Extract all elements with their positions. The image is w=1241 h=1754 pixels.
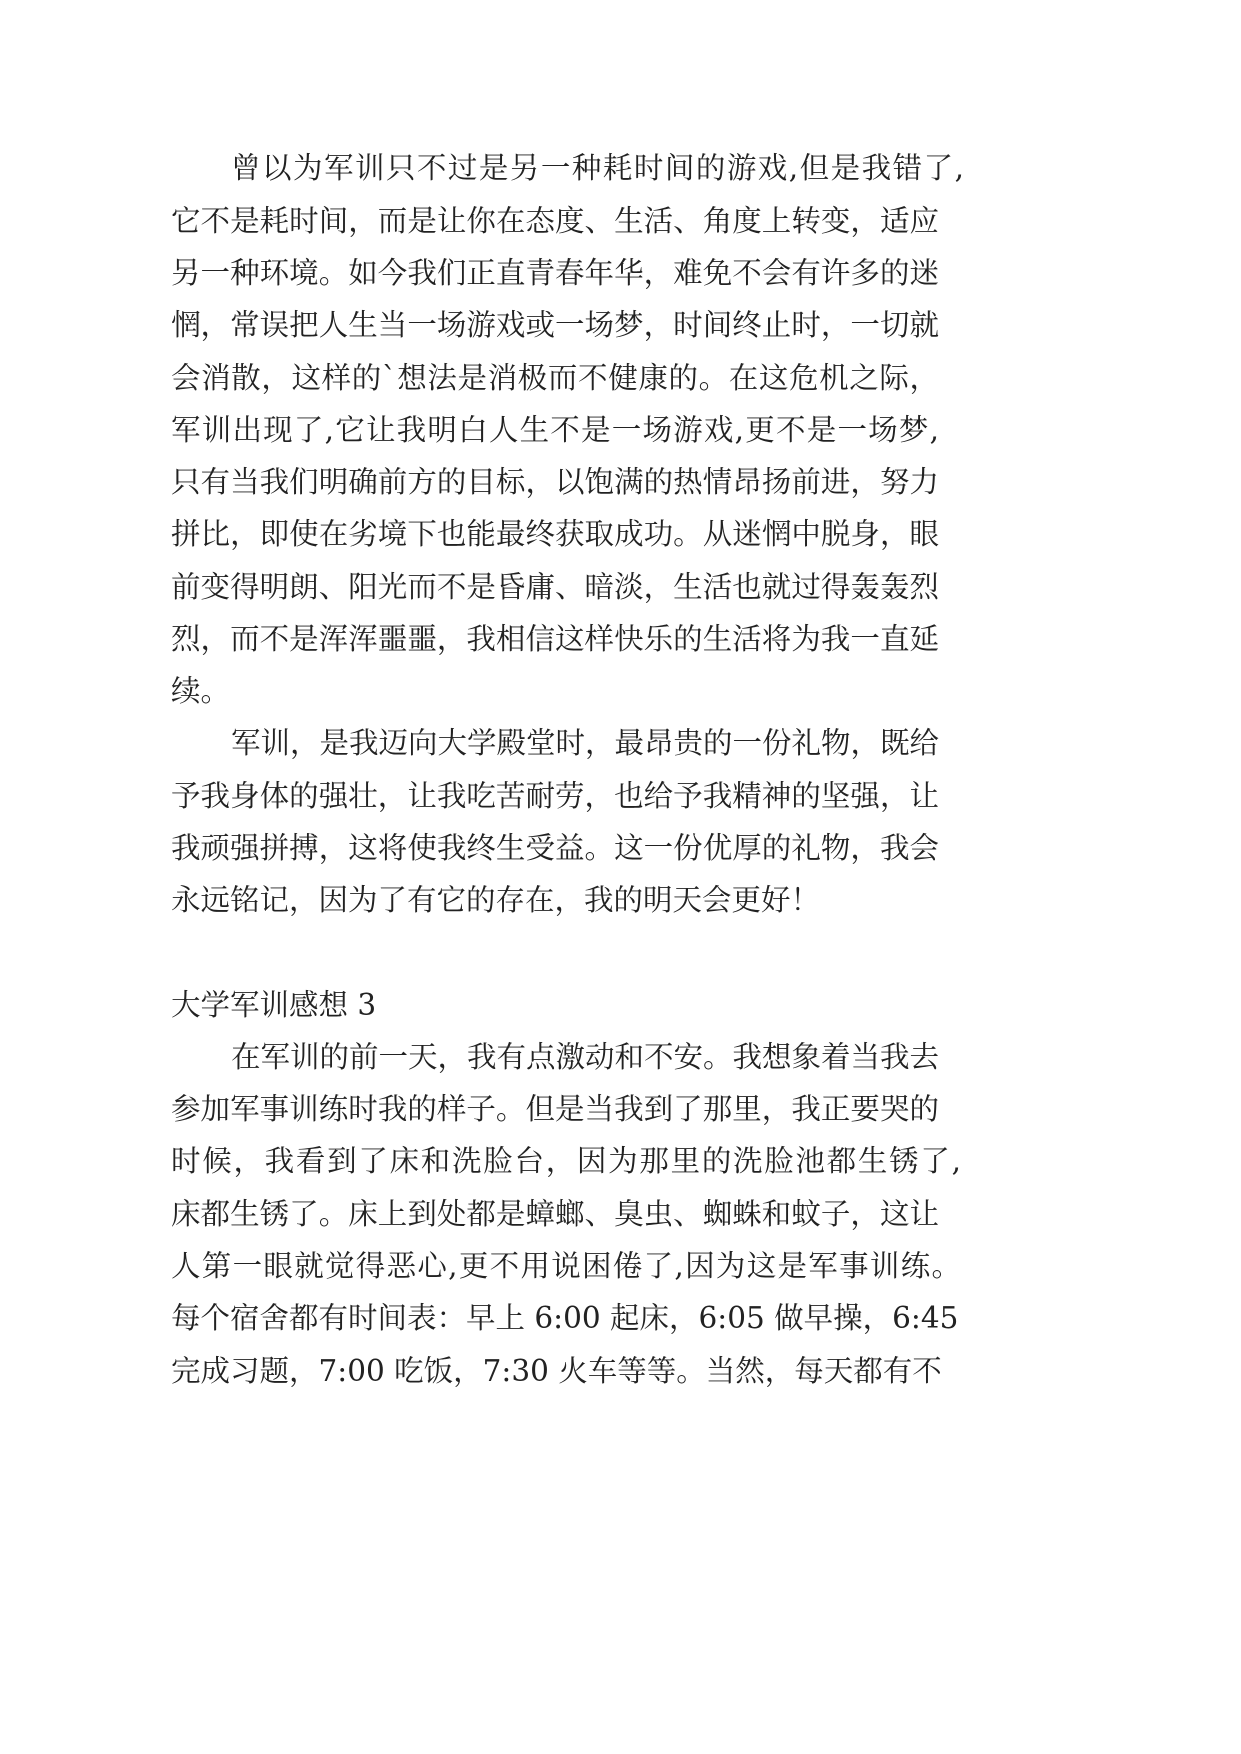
section-paragraph-line-3: 时候，我看到了床和洗脸台，因为那里的洗脸池都生锈了, [171,1144,961,1178]
paragraph-1-line-7: 只有当我们明确前方的目标，以饱满的热情昂扬前进，努力 [171,465,939,499]
section-paragraph-line-6: 每个宿舍都有时间表：早上 6:00 起床，6:05 做早操，6:45 [171,1301,959,1335]
paragraph-1-line-9: 前变得明朗、阳光而不是昏庸、暗淡，生活也就过得轰轰烈 [171,570,939,604]
paragraph-1-line-8: 拼比，即使在劣境下也能最终获取成功。从迷惘中脱身，眼 [171,517,939,551]
paragraph-2-line-3: 我顽强拼搏，这将使我终生受益。这一份优厚的礼物，我会 [171,831,939,865]
paragraph-1-line-1: 曾以为军训只不过是另一种耗时间的游戏,但是我错了, [231,151,964,185]
paragraph-1-line-2: 它不是耗时间，而是让你在态度、生活、角度上转变，适应 [171,204,939,238]
paragraph-1-line-6: 军训出现了,它让我明白人生不是一场游戏,更不是一场梦, [171,413,939,447]
section-paragraph-line-2: 参加军事训练时我的样子。但是当我到了那里，我正要哭的 [171,1092,939,1126]
paragraph-1-line-10: 烈，而不是浑浑噩噩，我相信这样快乐的生活将为我一直延 [171,622,939,656]
paragraph-2-line-2: 予我身体的强壮，让我吃苦耐劳，也给予我精神的坚强，让 [171,779,939,813]
paragraph-1-line-4: 惘，常误把人生当一场游戏或一场梦，时间终止时，一切就 [171,308,939,342]
section-paragraph-line-5: 人第一眼就觉得恶心,更不用说困倦了,因为这是军事训练。 [171,1249,961,1283]
paragraph-1-line-5: 会消散，这样的`想法是消极而不健康的。在这危机之际， [171,361,939,395]
section-paragraph-line-7: 完成习题，7:00 吃饭，7:30 火车等等。当然，每天都有不 [171,1354,942,1388]
section-title: 大学军训感想 3 [171,988,377,1022]
section-paragraph-line-1: 在军训的前一天，我有点激动和不安。我想象着当我去 [231,1040,940,1074]
paragraph-1-line-3: 另一种环境。如今我们正直青春年华，难免不会有许多的迷 [171,256,939,290]
paragraph-2-line-1: 军训，是我迈向大学殿堂时，最昂贵的一份礼物，既给 [231,726,940,760]
section-paragraph-line-4: 床都生锈了。床上到处都是蟑螂、臭虫、蜘蛛和蚊子，这让 [171,1197,939,1231]
paragraph-1-line-11: 续。 [171,674,231,708]
paragraph-2-line-4: 永远铭记，因为了有它的存在，我的明天会更好！ [171,883,821,917]
